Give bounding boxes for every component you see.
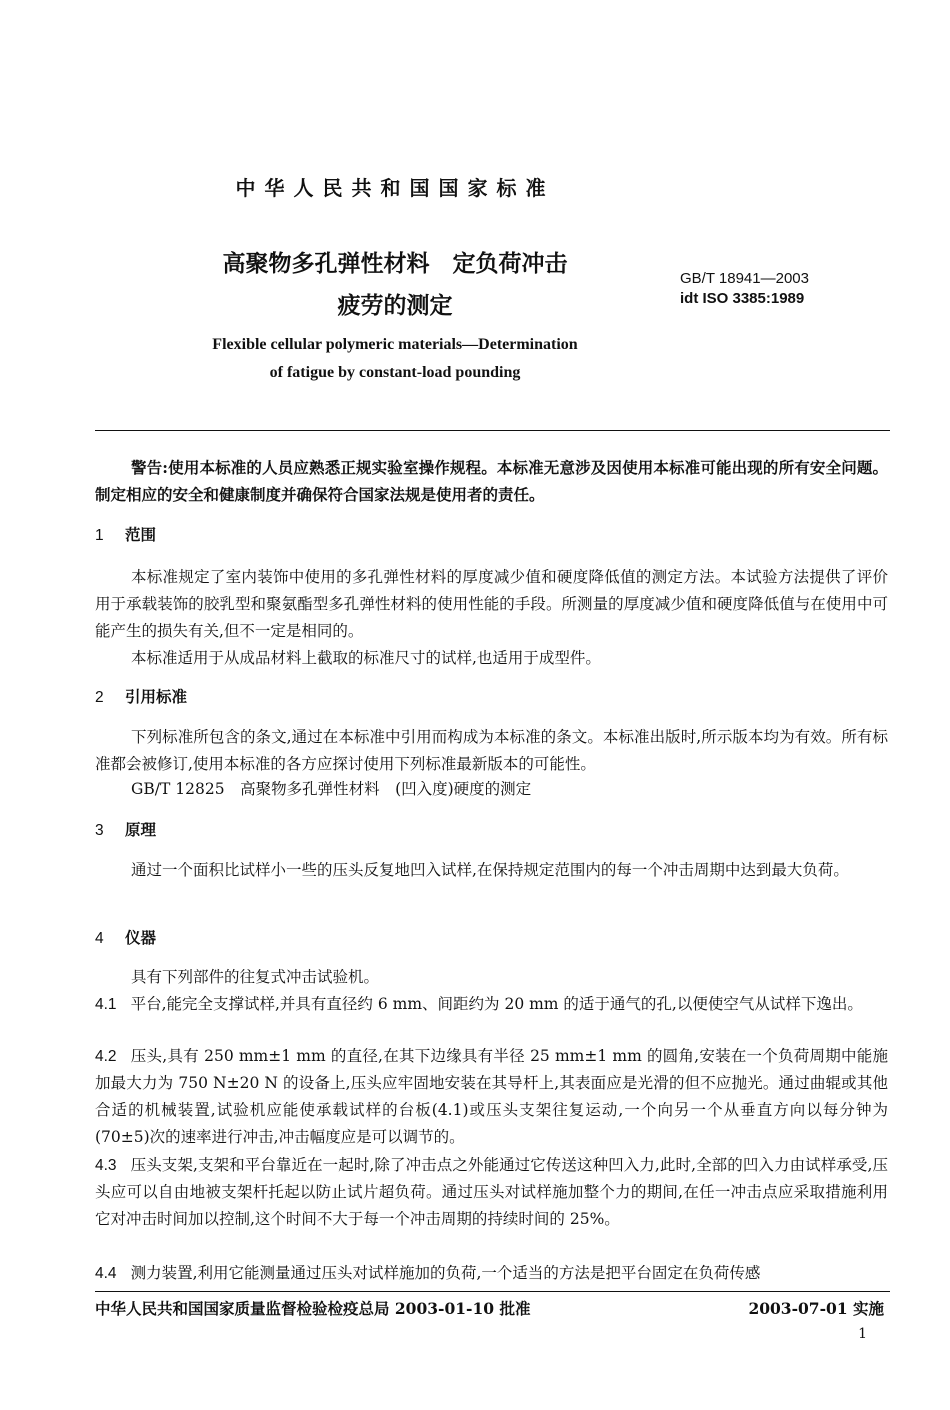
section-4-heading: [95, 926, 156, 948]
clause-number: 4.4: [95, 1265, 117, 1282]
section-2-paragraph-1: 下列标准所包含的条文,通过在本标准中引用而构成为本标准的条文。本标准出版时,所示版本均为有效。所有标准都会被修订,使用本标准的各方应探讨使用下列标准最新版本的可能性。: [95, 728, 888, 773]
clause-text: 压头,具有 250 mm±1 mm 的直径,在其下边缘具有半径 25 mm±1 mm 的圆角,安装在一个负荷周期中能施加最大力为 750 N±20 N 的设备上,压头应牢固地安装在其导杆上,其表面应是光滑的但不应抛光。通过曲辊或其他合适的机械装置,试验机应能使承载试样的台板(4.1)或压头支架往复运动,一个向另一个从垂直方向以每分钟为(70±5)次的速率进行冲击,冲击幅度应是可以调节的。: [95, 1047, 888, 1146]
section-2-reference: GB/T 12825 高聚物多孔弹性材料 (凹入度)硬度的测定: [131, 780, 532, 798]
clause-4-2: [95, 1043, 888, 1151]
section-number: 1: [95, 527, 104, 544]
section-3-paragraph-1: 通过一个面积比试样小一些的压头反复地凹入试样,在保持规定范围内的每一个冲击周期中达到最大负荷。: [131, 861, 849, 879]
title-cn-line2: 疲劳的测定: [337, 292, 453, 319]
standard-code: GB/T 18941—2003: [680, 270, 809, 287]
clause-4-1: [95, 991, 888, 1018]
document-header: 中华人民共和国国家标准: [235, 176, 555, 200]
title-cn-line1: 高聚物多孔弹性材料 定负荷冲击: [222, 250, 568, 277]
clause-4-4: [95, 1260, 888, 1287]
standard-iso: idt ISO 3385:1989: [680, 290, 805, 307]
bottom-divider: [95, 1291, 890, 1292]
title-en-line1: Flexible cellular polymeric materials—Determination: [212, 336, 578, 353]
section-3-heading: [95, 818, 156, 840]
section-1-heading: [95, 523, 156, 545]
approval-line: 中华人民共和国国家质量监督检验检疫总局 2003-01-10 批准: [95, 1299, 531, 1318]
section-title: 范围: [125, 525, 157, 544]
section-1-paragraph-1: 本标准规定了室内装饰中使用的多孔弹性材料的厚度减少值和硬度降低值的测定方法。本试验方法提供了评价用于承载装饰的胶乳型和聚氨酯型多孔弹性材料的使用性能的手段。所测量的厚度减少值和硬度降低值与在使用中可能产生的损失有关,但不一定是相同的。: [95, 568, 888, 640]
section-title: 引用标准: [125, 687, 188, 706]
title-en-line2: of fatigue by constant-load pounding: [269, 364, 521, 381]
clause-number: 4.1: [95, 996, 117, 1013]
section-title: 原理: [125, 820, 157, 839]
implementation-date: 2003-07-01 实施: [748, 1299, 884, 1318]
section-1-paragraph-2: 本标准适用于从成品材料上截取的标准尺寸的试样,也适用于成型件。: [131, 649, 601, 667]
clause-number: 4.3: [95, 1157, 117, 1174]
clause-number: 4.2: [95, 1048, 117, 1065]
section-number: 3: [95, 822, 104, 839]
warning-paragraph: 警告:使用本标准的人员应熟悉正规实验室操作规程。本标准无意涉及因使用本标准可能出现的所有安全问题。制定相应的安全和健康制度并确保符合国家法规是使用者的责任。: [95, 458, 888, 504]
section-2-heading: [95, 685, 187, 707]
page-number: 1: [858, 1326, 867, 1342]
clause-text: 压头支架,支架和平台靠近在一起时,除了冲击点之外能通过它传送这种凹入力,此时,全部的凹入力由试样承受,压头应可以自由地被支架杆托起以防止试片超负荷。通过压头对试样施加整个力的期间,在任一冲击点应采取措施利用它对冲击时间加以控制,这个时间不大于每一个冲击周期的持续时间的 25%。: [95, 1156, 888, 1228]
clause-text: 测力装置,利用它能测量通过压头对试样施加的负荷,一个适当的方法是把平台固定在负荷传感: [130, 1264, 761, 1282]
section-4-intro: 具有下列部件的往复式冲击试验机。: [131, 968, 380, 986]
top-divider: [95, 430, 890, 431]
clause-4-3: [95, 1152, 888, 1233]
section-number: 4: [95, 930, 104, 947]
section-title: 仪器: [125, 928, 157, 947]
section-number: 2: [95, 689, 104, 706]
clause-text: 平台,能完全支撑试样,并具有直径约 6 mm、间距约为 20 mm 的适于通气的孔,以便使空气从试样下逸出。: [130, 995, 863, 1013]
